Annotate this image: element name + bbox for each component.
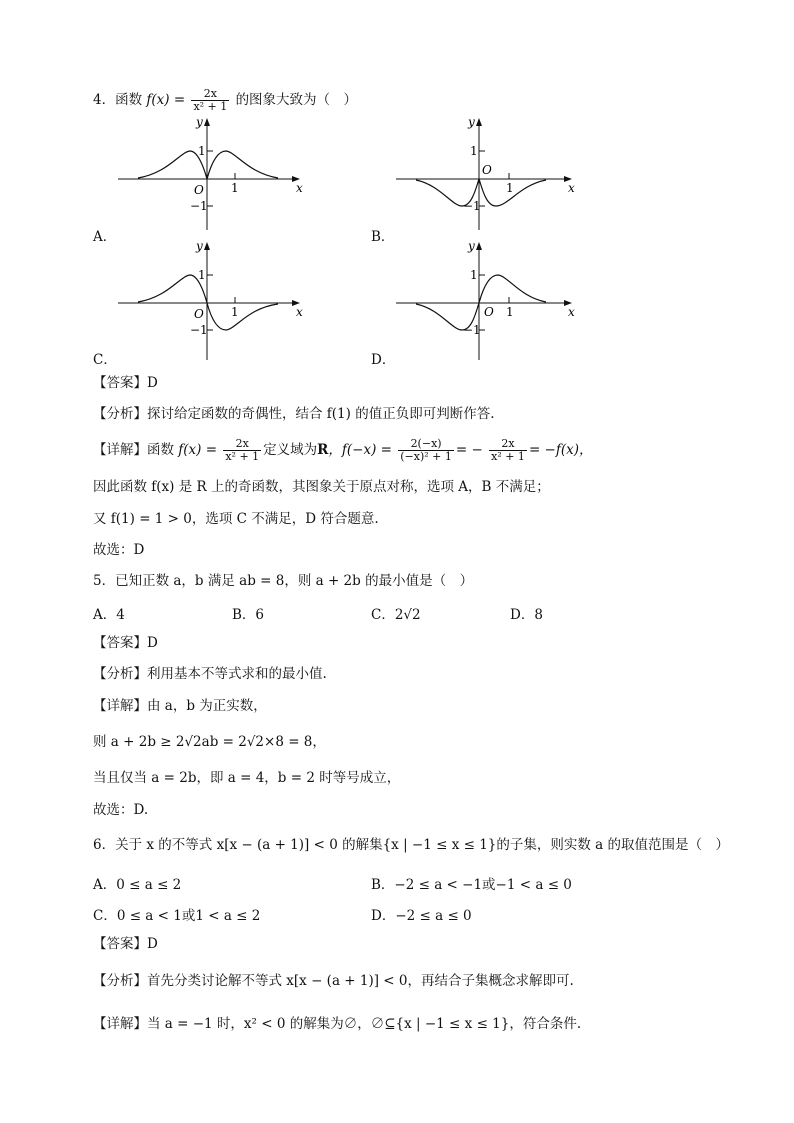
- detail-text-c: ，f(−x) =: [328, 442, 392, 458]
- detail-text-b: 定义域为: [263, 442, 318, 458]
- q6-answer: [93, 935, 158, 953]
- q4-stem: [93, 88, 357, 113]
- detail-frac3-den: x² + 1: [491, 450, 525, 463]
- q6-detail-line1: [93, 1015, 581, 1033]
- q5-option-a: A．4: [93, 607, 125, 623]
- detail-text-d: = −: [455, 442, 483, 458]
- answer-value: D: [147, 936, 158, 952]
- analysis-tag: 【分析】: [93, 666, 147, 682]
- q5-detail-line3: 当且仅当 a = 2b，即 a = 4，b = 2 时等号成立，: [93, 770, 401, 786]
- analysis-text: 首先分类讨论解不等式 x[x − (a + 1)] < 0，再结合子集概念求解即可.: [147, 973, 574, 989]
- answer-value: D: [147, 635, 158, 651]
- q5-stem: 5．已知正数 a，b 满足 ab = 8，则 a + 2b 的最小值是（ ）: [93, 573, 474, 589]
- graph-d-one-x: 1: [506, 305, 514, 319]
- graph-a-origin: O: [194, 183, 204, 197]
- q6-option-d: D．−2 ≤ a ≤ 0: [371, 908, 472, 924]
- graph-c-neg-one: −1: [190, 323, 208, 337]
- q4-stem-prefix: 4．函数: [93, 92, 143, 108]
- graph-d-neg-one: −1: [463, 323, 481, 337]
- graph-c: [118, 239, 308, 354]
- option-a-label: A．: [93, 229, 117, 245]
- detail-frac2-num: 2(−x): [398, 438, 454, 451]
- analysis-text: 利用基本不等式求和的最小值.: [147, 666, 327, 682]
- graph-a-x-label: x: [296, 181, 303, 195]
- q4-answer: [93, 374, 158, 392]
- q5-option-d: D．8: [510, 607, 543, 623]
- detail-text-e: = −f(x)，: [528, 442, 593, 458]
- q4-detail-line3: 又 f(1) = 1 > 0，选项 C 不满足，D 符合题意.: [93, 511, 379, 527]
- q6-option-b: B．−2 ≤ a < −1或−1 < a ≤ 0: [371, 877, 572, 893]
- detail-tag: 【详解】: [93, 1016, 147, 1032]
- detail-tag: 【详解】: [93, 698, 147, 714]
- q6-stem: 6．关于 x 的不等式 x[x − (a + 1)] < 0 的解集{x | −1 ≤ x ≤ 1}的子集，则实数 a 的取值范围是（ ）: [93, 837, 730, 853]
- graph-a-neg-one: −1: [190, 199, 208, 213]
- q5-detail-line2: 则 a + 2b ≥ 2√2ab = 2√2×8 = 8，: [93, 734, 326, 750]
- option-c-label: C．: [93, 352, 117, 368]
- q5-conclusion: 故选：D.: [93, 802, 149, 818]
- q5-answer: [93, 634, 158, 652]
- detail-tag: 【详解】: [93, 442, 147, 458]
- q4-func: f(x) =: [146, 92, 186, 108]
- graph-b-neg-one: −1: [463, 199, 481, 213]
- graph-b-one-y: 1: [470, 144, 478, 158]
- graph-b-y-label: y: [468, 115, 475, 129]
- analysis-tag: 【分析】: [93, 406, 147, 422]
- option-d-label: D．: [371, 352, 396, 368]
- graph-a-one-y: 1: [198, 144, 206, 158]
- q5-analysis: [93, 665, 327, 683]
- option-b-label: B．: [371, 229, 395, 245]
- graph-c-origin: O: [194, 307, 204, 321]
- detail-frac2-den: (−x)² + 1: [400, 450, 452, 463]
- q5-option-c: C．2√2: [371, 607, 421, 623]
- detail-r: R: [317, 442, 329, 458]
- graph-b-origin: O: [482, 163, 492, 177]
- q4-conclusion: 故选：D: [93, 542, 145, 558]
- q4-frac-num: 2x: [191, 88, 229, 101]
- graph-d-x-label: x: [568, 305, 575, 319]
- q6-option-c: C．0 ≤ a < 1或1 < a ≤ 2: [93, 908, 261, 924]
- detail-text: 由 a，b 为正实数，: [147, 698, 267, 714]
- q6-analysis: [93, 972, 574, 990]
- graph-b-x-label: x: [568, 181, 575, 195]
- graph-c-one-x: 1: [231, 305, 239, 319]
- q5-detail-line1: [93, 697, 267, 715]
- q4-stem-suffix: 的图象大致为（ ）: [235, 92, 358, 108]
- graph-d: [396, 239, 586, 354]
- graph-c-x-label: x: [296, 305, 303, 319]
- detail-fraction-3: [489, 438, 527, 463]
- detail-text: 函数: [147, 442, 174, 458]
- graph-d-y-label: y: [468, 239, 475, 253]
- detail-frac-den: x² + 1: [225, 450, 260, 463]
- analysis-text: 探讨给定函数的奇偶性，结合 f(1) 的值正负即可判断作答.: [147, 406, 495, 422]
- graph-a-one-x: 1: [231, 181, 239, 195]
- detail-frac-num: 2x: [223, 438, 261, 451]
- detail-fraction-1: [223, 438, 261, 463]
- detail-frac3-num: 2x: [489, 438, 527, 451]
- answer-tag: 【答案】: [93, 635, 147, 651]
- graph-d-one-y: 1: [470, 268, 478, 282]
- graph-c-y-label: y: [196, 239, 203, 253]
- detail-fraction-2: [398, 438, 454, 463]
- detail-func: f(x) =: [178, 442, 218, 458]
- answer-tag: 【答案】: [93, 936, 147, 952]
- detail-text: 当 a = −1 时，x² < 0 的解集为∅，∅⊆{x | −1 ≤ x ≤ 1}，符合条件.: [147, 1016, 582, 1032]
- graph-c-one-y: 1: [198, 268, 206, 282]
- q4-analysis: [93, 405, 495, 423]
- q4-detail-line2: 因此函数 f(x) 是 R 上的奇函数，其图象关于原点对称，选项 A，B 不满足；: [93, 479, 550, 495]
- q4-fraction: [191, 88, 229, 113]
- q6-option-a: A．0 ≤ a ≤ 2: [93, 877, 182, 893]
- graph-b-one-x: 1: [506, 181, 514, 195]
- graph-d-origin: O: [484, 305, 494, 319]
- graph-a: [118, 115, 308, 230]
- analysis-tag: 【分析】: [93, 973, 147, 989]
- answer-tag: 【答案】: [93, 375, 147, 391]
- q4-detail-line1: [93, 438, 593, 463]
- q5-option-b: B．6: [232, 607, 265, 623]
- q4-frac-den: x² + 1: [193, 100, 228, 113]
- answer-value: D: [147, 375, 158, 391]
- graph-a-y-label: y: [196, 115, 203, 129]
- graph-b: [396, 115, 586, 230]
